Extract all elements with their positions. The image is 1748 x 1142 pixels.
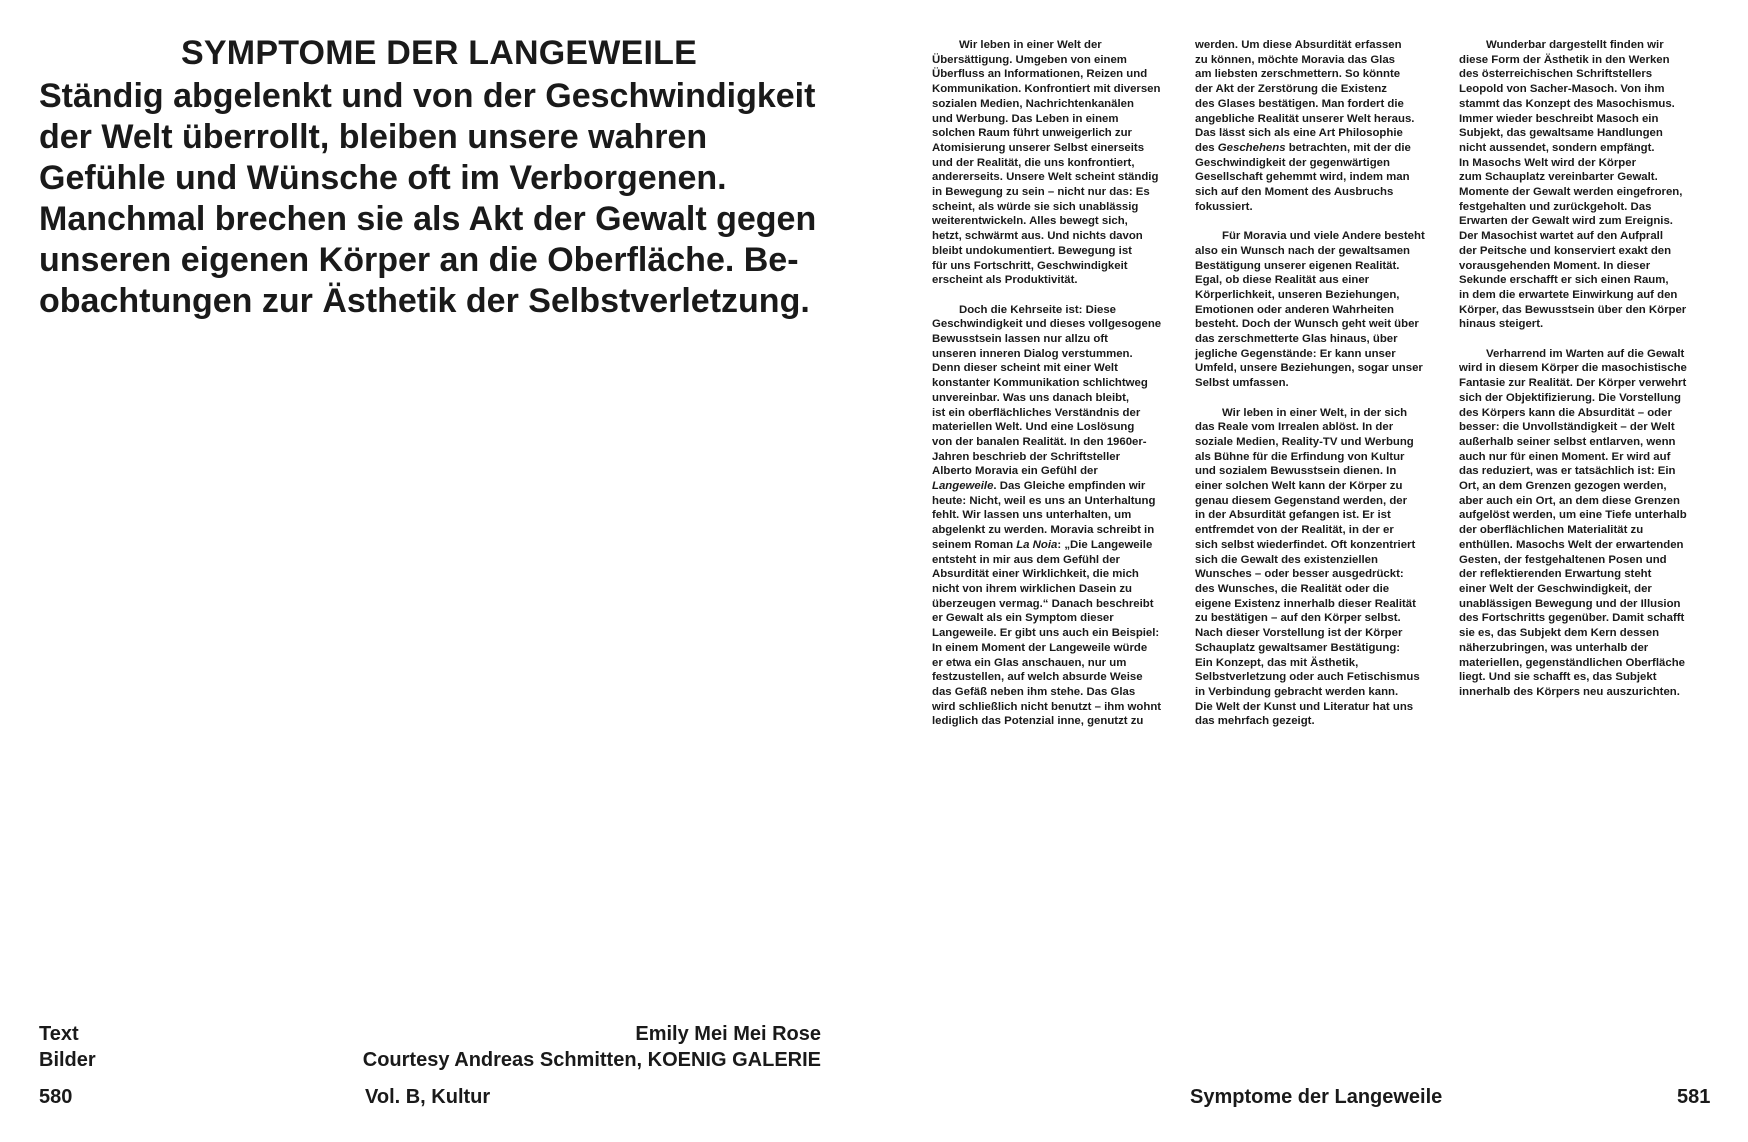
- text-line: Wir leben in einer Welt der: [959, 39, 1102, 51]
- paragraph: [1195, 229, 1443, 391]
- credit-text-label: Text: [39, 1023, 79, 1045]
- text-line: Die Welt der Kunst und Literatur hat uns: [1195, 700, 1414, 713]
- text-line: Bewusstsein lassen nur allzu oft: [932, 333, 1108, 346]
- credit-images-label: Bilder: [39, 1049, 96, 1071]
- text-line: als Bühne für die Erfindung von Kultur: [1195, 450, 1405, 463]
- page-number-right: 581: [1677, 1086, 1711, 1108]
- lead-line: Manchmal brechen sie als Akt der Gewalt gegen: [39, 200, 817, 238]
- text-line: Wir leben in einer Welt, in der sich: [1222, 406, 1408, 419]
- credit-row-images: [39, 1048, 821, 1074]
- text-line: [1195, 141, 1443, 156]
- text-line: nicht von ihrem wirklichen Dasein zu: [932, 583, 1133, 595]
- text-line: außerhalb seiner selbst entlarven, wenn: [1459, 435, 1676, 448]
- italic-title: La Noia: [1016, 538, 1058, 551]
- text-line: jegliche Gegenstände: Er kann unser: [1195, 347, 1396, 360]
- lead-line: Ständig abgelenkt und von der Geschwindigkeit: [39, 77, 816, 115]
- text-line: hetzt, schwärmt aus. Und nichts davon: [932, 230, 1143, 243]
- lead-line: Gefühle und Wünsche oft im Verborgenen.: [39, 159, 727, 197]
- text-line: Körper, das Bewusstsein über den Körper: [1459, 303, 1687, 316]
- text-line: Alberto Moravia ein Gefühl der: [932, 465, 1098, 478]
- text-line: und sozialem Bewusstsein dienen. In: [1195, 465, 1397, 478]
- text-line: des österreichischen Schriftstellers: [1459, 68, 1653, 81]
- credit-row-text: [39, 1022, 821, 1048]
- text-line: heute: Nicht, weil es uns an Unterhaltung: [932, 494, 1156, 507]
- text-line: von der banalen Realität. In den 1960er-: [932, 435, 1147, 448]
- text-line: In einem Moment der Langeweile würde: [932, 641, 1148, 654]
- text-line: in Bewegung zu sein – nicht nur das: Es: [932, 186, 1150, 199]
- running-title: Symptome der Langeweile: [1190, 1086, 1443, 1108]
- text-line: besteht. Doch der Wunsch geht weit über: [1195, 318, 1419, 331]
- text-line: Atomisierung unserer Selbst einerseits: [932, 141, 1145, 154]
- paragraph: [1195, 406, 1443, 729]
- text-line: in dem die erwartete Einwirkung auf den: [1459, 288, 1678, 301]
- text-line: werden. Um diese Absurdität erfassen: [1195, 39, 1402, 51]
- text-line: Emotionen oder anderen Wahrheiten: [1195, 303, 1394, 316]
- text-line: sozialen Medien, Nachrichtenkanälen: [932, 97, 1134, 110]
- text-line: also ein Wunsch nach der gewaltsamen: [1195, 244, 1411, 257]
- text-line: weiterentwickeln. Alles bewegt sich,: [932, 215, 1128, 228]
- text-line: unablässigen Bewegung und der Illusion: [1459, 597, 1681, 610]
- text-line: Das lässt sich als eine Art Philosophie: [1195, 127, 1403, 140]
- text-line: Egal, ob diese Realität aus einer: [1195, 274, 1370, 287]
- text-line: zu können, möchte Moravia das Glas: [1195, 53, 1396, 66]
- lead-line: obachtungen zur Ästhetik der Selbstverletzung.: [39, 282, 810, 320]
- text-line: Absurdität einer Wirklichkeit, die mich: [932, 568, 1139, 581]
- text-line: das zerschmetterte Glas hinaus, über: [1195, 333, 1398, 346]
- text-line: andererseits. Unsere Welt scheint ständig: [932, 171, 1159, 184]
- text-line: abgelenkt zu werden. Moravia schreibt in: [932, 524, 1155, 537]
- text-line: erscheint als Produktivität.: [932, 274, 1078, 287]
- text-line: Geschwindigkeit der gegenwärtigen: [1195, 156, 1390, 169]
- text-column-3: [1459, 38, 1707, 714]
- article-title: SYMPTOME DER LANGEWEILE: [181, 34, 697, 72]
- text-line: der oberflächlichen Materialität zu: [1459, 524, 1644, 537]
- text-line: unvereinbar. Was uns danach bleibt,: [932, 391, 1130, 404]
- text-line: soziale Medien, Reality-TV und Werbung: [1195, 435, 1414, 448]
- text-line: Langeweile. Er gibt uns auch ein Beispiel:: [932, 627, 1160, 640]
- text-line: Erwarten der Gewalt wird zum Ereignis.: [1459, 215, 1673, 228]
- text-fragment: seinem Roman: [932, 538, 1017, 551]
- text-line: Doch die Kehrseite ist: Diese: [959, 303, 1116, 316]
- text-line: Selbst umfassen.: [1195, 377, 1289, 390]
- text-line: in der Absurdität gefangen ist. Er ist: [1195, 509, 1391, 522]
- text-line: vorausgehenden Moment. In dieser: [1459, 259, 1651, 272]
- text-line: sich die Gewalt des existenziellen: [1195, 553, 1378, 566]
- text-line: zu bestätigen – auf den Körper selbst.: [1195, 612, 1401, 625]
- text-line: Geschwindigkeit und dieses vollgesogene: [932, 318, 1162, 331]
- italic-term: Langeweile: [932, 480, 994, 493]
- text-line: nicht aussendet, sondern empfängt.: [1459, 141, 1655, 154]
- text-line: das reduziert, was er tatsächlich ist: Ein: [1459, 465, 1676, 478]
- text-fragment: des: [1195, 141, 1218, 154]
- text-line: fokussiert.: [1195, 200, 1253, 213]
- paragraph: [932, 303, 1180, 729]
- text-line: zum Schauplatz vereinbarter Gewalt.: [1459, 171, 1658, 184]
- text-line: sich der Objektifizierung. Die Vorstellung: [1459, 391, 1681, 404]
- text-column-2: [1195, 38, 1443, 744]
- text-line: er Gewalt als ein Symptom dieser: [932, 612, 1114, 625]
- text-line: am liebsten zerschmettern. So könnte: [1195, 68, 1401, 81]
- text-line: Sekunde erschafft er sich einen Raum,: [1459, 274, 1669, 287]
- text-line: Bestätigung unserer eigenen Realität.: [1195, 259, 1400, 272]
- text-line: unseren inneren Dialog verstummen.: [932, 347, 1133, 360]
- text-line: er etwa ein Glas anschauen, nur um: [932, 656, 1127, 669]
- text-line: materiellen Welt. Und eine Loslösung: [932, 421, 1135, 434]
- text-line: Selbstverletzung oder auch Fetischismus: [1195, 671, 1420, 684]
- text-line: Fantasie zur Realität. Der Körper verwehrt: [1459, 377, 1687, 390]
- text-line: fehlt. Wir lassen uns unterhalten, um: [932, 509, 1132, 522]
- text-line: solchen Raum führt unweigerlich zur: [932, 127, 1132, 140]
- text-line: Ort, an dem Grenzen gezogen werden,: [1459, 480, 1667, 493]
- text-line: und der Realität, die uns konfrontiert,: [932, 156, 1135, 169]
- text-line: Körperlichkeit, unseren Beziehungen,: [1195, 288, 1400, 301]
- text-line: der Akt der Zerstörung die Existenz: [1195, 83, 1387, 96]
- text-line: der Peitsche und konserviert exakt den: [1459, 244, 1672, 257]
- text-line: überzeugen vermag.“ Danach beschreibt: [932, 597, 1154, 610]
- text-column-1: [932, 38, 1180, 744]
- text-line: für uns Fortschritt, Geschwindigkeit: [932, 259, 1128, 272]
- text-line: Nach dieser Vorstellung ist der Körper: [1195, 627, 1403, 640]
- text-line: lediglich das Potenzial inne, genutzt zu: [932, 715, 1144, 728]
- text-line: bleibt undokumentiert. Bewegung ist: [932, 244, 1132, 257]
- text-line: Denn dieser scheint mit einer Welt: [932, 362, 1118, 375]
- text-line: aufgelöst werden, um eine Tiefe unterhalb: [1459, 509, 1687, 522]
- text-fragment: : „Die Langeweile: [1057, 538, 1153, 551]
- text-line: einer solchen Welt kann der Körper zu: [1195, 480, 1403, 493]
- text-line: hinaus steigert.: [1459, 318, 1544, 331]
- text-line: des Körpers kann die Absurdität – oder: [1459, 406, 1672, 419]
- credit-images-value: Courtesy Andreas Schmitten, KOENIG GALERIE: [362, 1049, 821, 1071]
- text-line: scheint, als würde sie sich unablässig: [932, 200, 1139, 213]
- text-line: Subjekt, das gewaltsame Handlungen: [1459, 127, 1663, 140]
- text-line: das Reale vom Irrealen ablöst. In der: [1195, 421, 1394, 434]
- text-line: in Verbindung gebracht werden kann.: [1195, 685, 1399, 698]
- paragraph: [1195, 38, 1443, 214]
- paragraph: [1459, 347, 1707, 700]
- text-line: stammt das Konzept des Masochismus.: [1459, 97, 1675, 110]
- text-line: Übersättigung. Umgeben von einem: [932, 53, 1127, 66]
- text-line: genau diesem Gegenstand werden, der: [1195, 494, 1408, 507]
- text-line: [932, 479, 1180, 494]
- text-fragment: . Das Gleiche empfinden wir: [993, 480, 1146, 493]
- text-line: sich selbst wiederfindet. Oft konzentriert: [1195, 538, 1416, 551]
- text-line: liegt. Und sie schafft es, das Subjekt: [1459, 671, 1657, 684]
- article-lead: [39, 76, 879, 322]
- text-line: [932, 538, 1180, 553]
- text-line: des Wunsches, die Realität oder die: [1195, 582, 1390, 595]
- text-line: auch nur für einen Moment. Er wird auf: [1459, 450, 1671, 463]
- text-line: und Werbung. Das Leben in einem: [932, 112, 1119, 125]
- text-line: enthüllen. Masochs Welt der erwartenden: [1459, 538, 1684, 551]
- text-line: ist ein oberflächliches Verständnis der: [932, 406, 1141, 419]
- text-line: Schauplatz gewaltsamer Bestätigung:: [1195, 641, 1401, 654]
- text-line: der reflektierenden Erwartung steht: [1459, 568, 1652, 581]
- text-line: innerhalb des Körpers neu auszurichten.: [1459, 685, 1680, 698]
- text-line: Für Moravia und viele Andere besteht: [1222, 230, 1425, 243]
- text-line: Kommunikation. Konfrontiert mit diversen: [932, 83, 1161, 96]
- text-line: wird in diesem Körper die masochistische: [1459, 362, 1687, 375]
- text-line: In Masochs Welt wird der Körper: [1459, 156, 1637, 169]
- text-line: angebliche Realität unserer Welt heraus.: [1195, 112, 1415, 125]
- text-line: Leopold von Sacher-Masoch. Von ihm: [1459, 83, 1665, 96]
- page-number-left: 580: [39, 1086, 73, 1108]
- text-line: Momente der Gewalt werden eingefroren,: [1459, 186, 1683, 199]
- text-line: das mehrfach gezeigt.: [1195, 715, 1315, 728]
- section-label: Vol. B, Kultur: [365, 1086, 491, 1108]
- text-fragment: betrachten, mit der die: [1285, 141, 1411, 154]
- text-line: Umfeld, unsere Beziehungen, sogar unser: [1195, 362, 1423, 375]
- text-line: einer Welt der Geschwindigkeit, der: [1459, 583, 1652, 595]
- text-line: besser: die Unvollständigkeit – der Welt: [1459, 421, 1675, 434]
- text-line: eigene Existenz innerhalb dieser Realität: [1195, 597, 1416, 610]
- lead-line: der Welt überrollt, bleiben unsere wahren: [39, 118, 708, 156]
- text-line: wird schließlich nicht benutzt – ihm wohnt: [932, 700, 1162, 713]
- text-line: des Fortschritts gegenüber. Damit schafft: [1459, 612, 1685, 625]
- text-line: entfremdet von der Realität, in der er: [1195, 524, 1394, 537]
- text-line: Ein Konzept, das mit Ästhetik,: [1195, 656, 1359, 669]
- text-line: näherzubringen, was unterhalb der: [1459, 641, 1649, 654]
- text-line: Wunderbar dargestellt finden wir: [1486, 39, 1664, 51]
- text-line: Gesten, der festgehaltenen Posen und: [1459, 553, 1667, 566]
- credit-text-value: Emily Mei Mei Rose: [635, 1023, 821, 1045]
- credits: [39, 1022, 821, 1074]
- text-line: das Gefäß neben ihm stehe. Das Glas: [932, 685, 1136, 698]
- text-line: Jahren beschrieb der Schriftsteller: [932, 450, 1121, 463]
- text-line: des Glases bestätigen. Man fordert die: [1195, 97, 1404, 110]
- text-line: sie es, das Subjekt dem Kern dessen: [1459, 627, 1660, 640]
- text-line: aber auch ein Ort, an dem diese Grenzen: [1459, 494, 1680, 507]
- text-line: festzustellen, auf welch absurde Weise: [932, 671, 1143, 684]
- text-line: Der Masochist wartet auf den Aufprall: [1459, 230, 1664, 243]
- text-line: festgehalten und zurückgeholt. Das: [1459, 200, 1652, 213]
- text-line: entsteht in mir aus dem Gefühl der: [932, 553, 1120, 566]
- text-line: Überfluss an Informationen, Reizen und: [932, 68, 1148, 81]
- text-line: sich auf den Moment des Ausbruchs: [1195, 186, 1394, 199]
- text-line: materiellen, gegenständlichen Oberfläche: [1459, 656, 1685, 669]
- text-line: diese Form der Ästhetik in den Werken: [1459, 53, 1670, 66]
- text-line: konstanter Kommunikation schlichtweg: [932, 377, 1148, 390]
- text-line: Gesellschaft gehemmt wird, indem man: [1195, 171, 1410, 184]
- italic-term: Geschehens: [1217, 141, 1286, 154]
- paragraph: [932, 38, 1180, 288]
- text-line: Wunsches – oder besser ausgedrückt:: [1195, 568, 1404, 581]
- paragraph: [1459, 38, 1707, 332]
- text-line: Verharrend im Warten auf die Gewalt: [1486, 347, 1685, 360]
- text-line: Immer wieder beschreibt Masoch ein: [1459, 112, 1659, 125]
- lead-line: unseren eigenen Körper an die Oberfläche. Be-: [39, 241, 799, 279]
